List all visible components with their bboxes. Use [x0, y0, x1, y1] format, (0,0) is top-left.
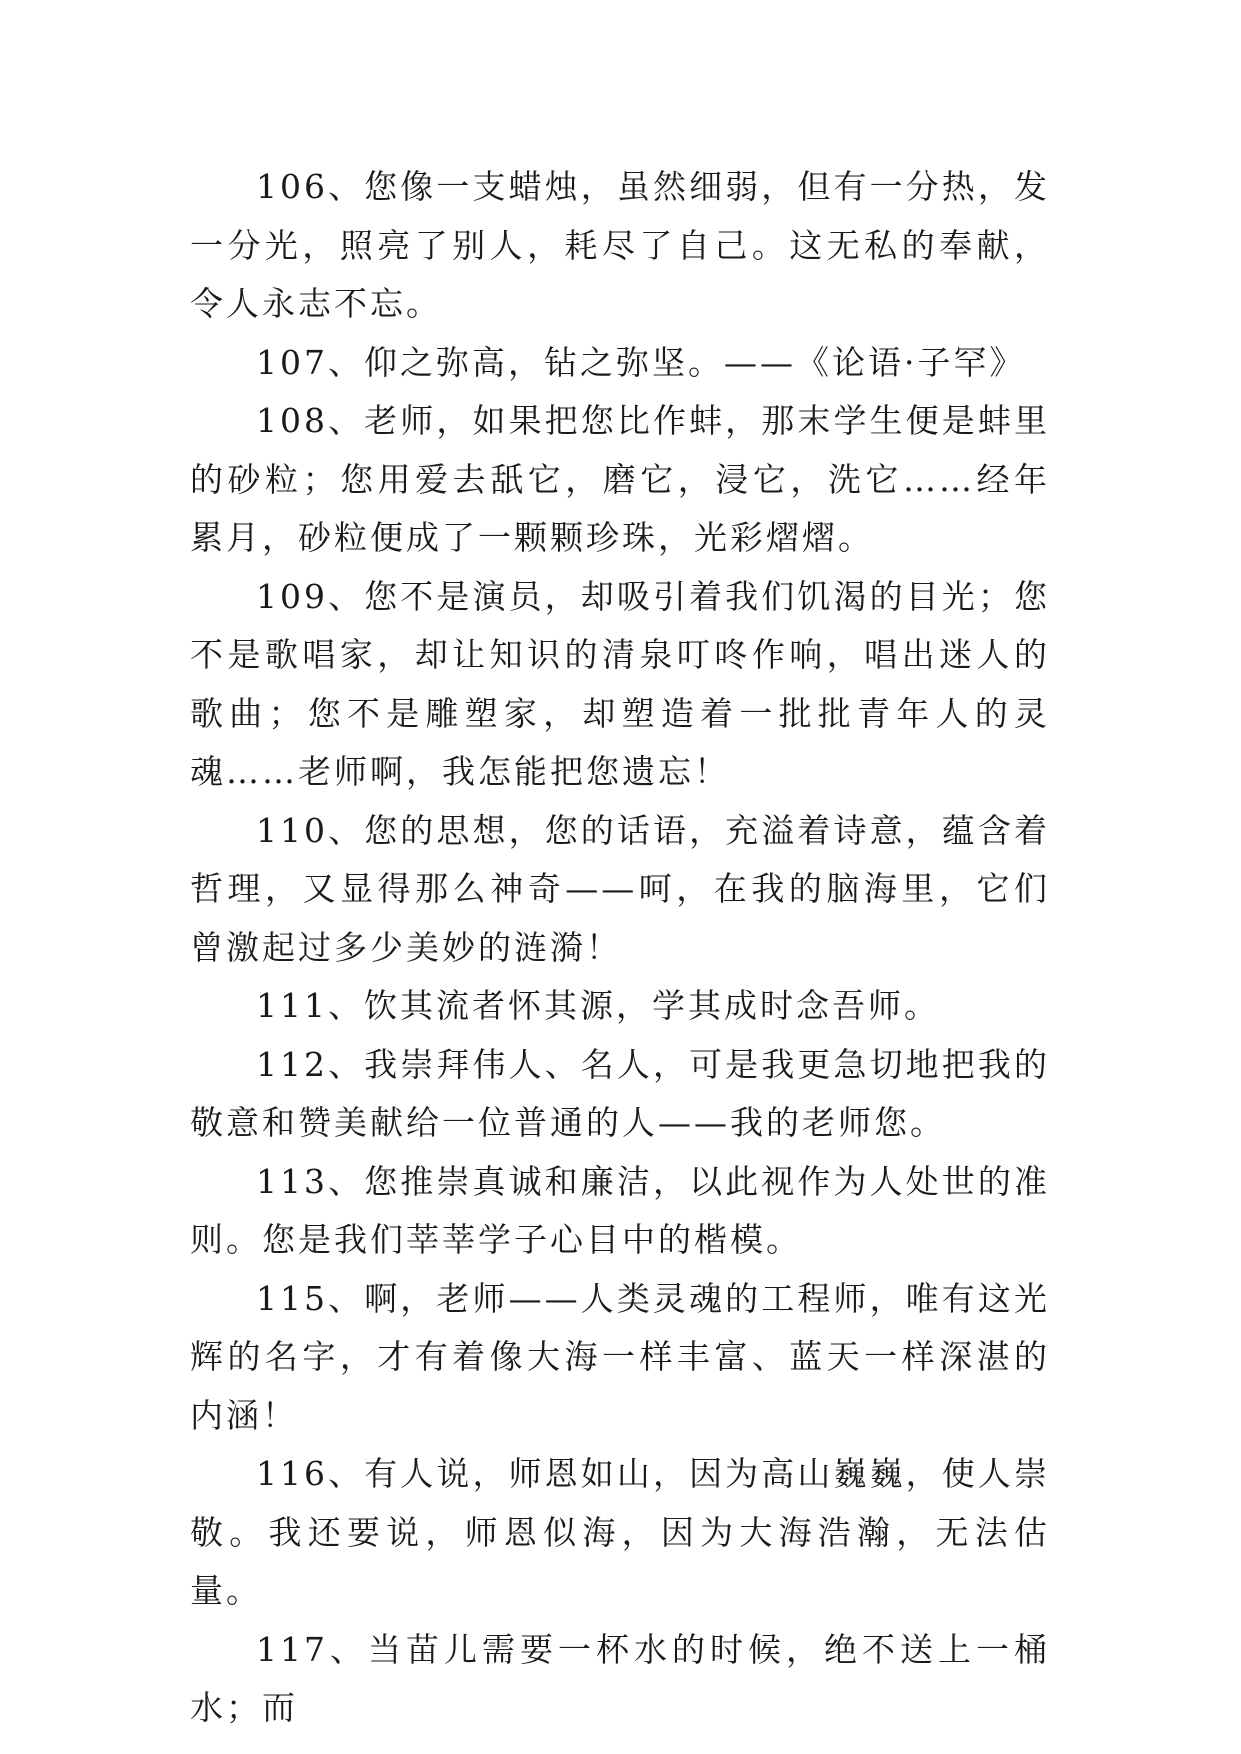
- paragraph-108: 108、老师，如果把您比作蚌，那末学生便是蚌里的砂粒；您用爱去舐它，磨它，浸它，洗它……经年累月，砂粒便成了一颗颗珍珠，光彩熠熠。: [190, 401, 1050, 557]
- paragraph-106: 106、您像一支蜡烛，虽然细弱，但有一分热，发一分光，照亮了别人，耗尽了自己。这无私的奉献，令人永志不忘。: [190, 167, 1050, 323]
- paragraph-109: 109、您不是演员，却吸引着我们饥渴的目光；您不是歌唱家，却让知识的清泉叮咚作响，唱出迷人的歌曲；您不是雕塑家，却塑造着一批批青年人的灵魂……老师啊，我怎能把您遗忘！: [190, 576, 1050, 791]
- paragraph-111: 111、饮其流者怀其源，学其成时念吾师。: [256, 986, 940, 1025]
- document-body: [190, 158, 1050, 1738]
- paragraph-116: 116、有人说，师恩如山，因为高山巍巍，使人崇敬。我还要说，师恩似海，因为大海浩瀚，无法估量。: [190, 1454, 1050, 1610]
- paragraph-115: 115、啊，老师——人类灵魂的工程师，唯有这光辉的名字，才有着像大海一样丰富、蓝天一样深湛的内涵！: [190, 1278, 1050, 1435]
- paragraph-113: 113、您推崇真诚和廉洁，以此视作为人处世的准则。您是我们莘莘学子心目中的楷模。: [190, 1161, 1050, 1259]
- paragraph-112: 112、我崇拜伟人、名人，可是我更急切地把我的敬意和赞美献给一位普通的人——我的老师您。: [190, 1044, 1050, 1142]
- paragraph-107: 107、仰之弥高，钻之弥坚。——《论语·子罕》: [256, 342, 1026, 382]
- paragraph-110: 110、您的思想，您的话语，充溢着诗意，蕴含着哲理，又显得那么神奇——呵，在我的脑海里，它们曾激起过多少美妙的涟漪！: [190, 810, 1050, 967]
- paragraph-117: 117、当苗儿需要一杯水的时候，绝不送上一桶水；而: [190, 1629, 1050, 1727]
